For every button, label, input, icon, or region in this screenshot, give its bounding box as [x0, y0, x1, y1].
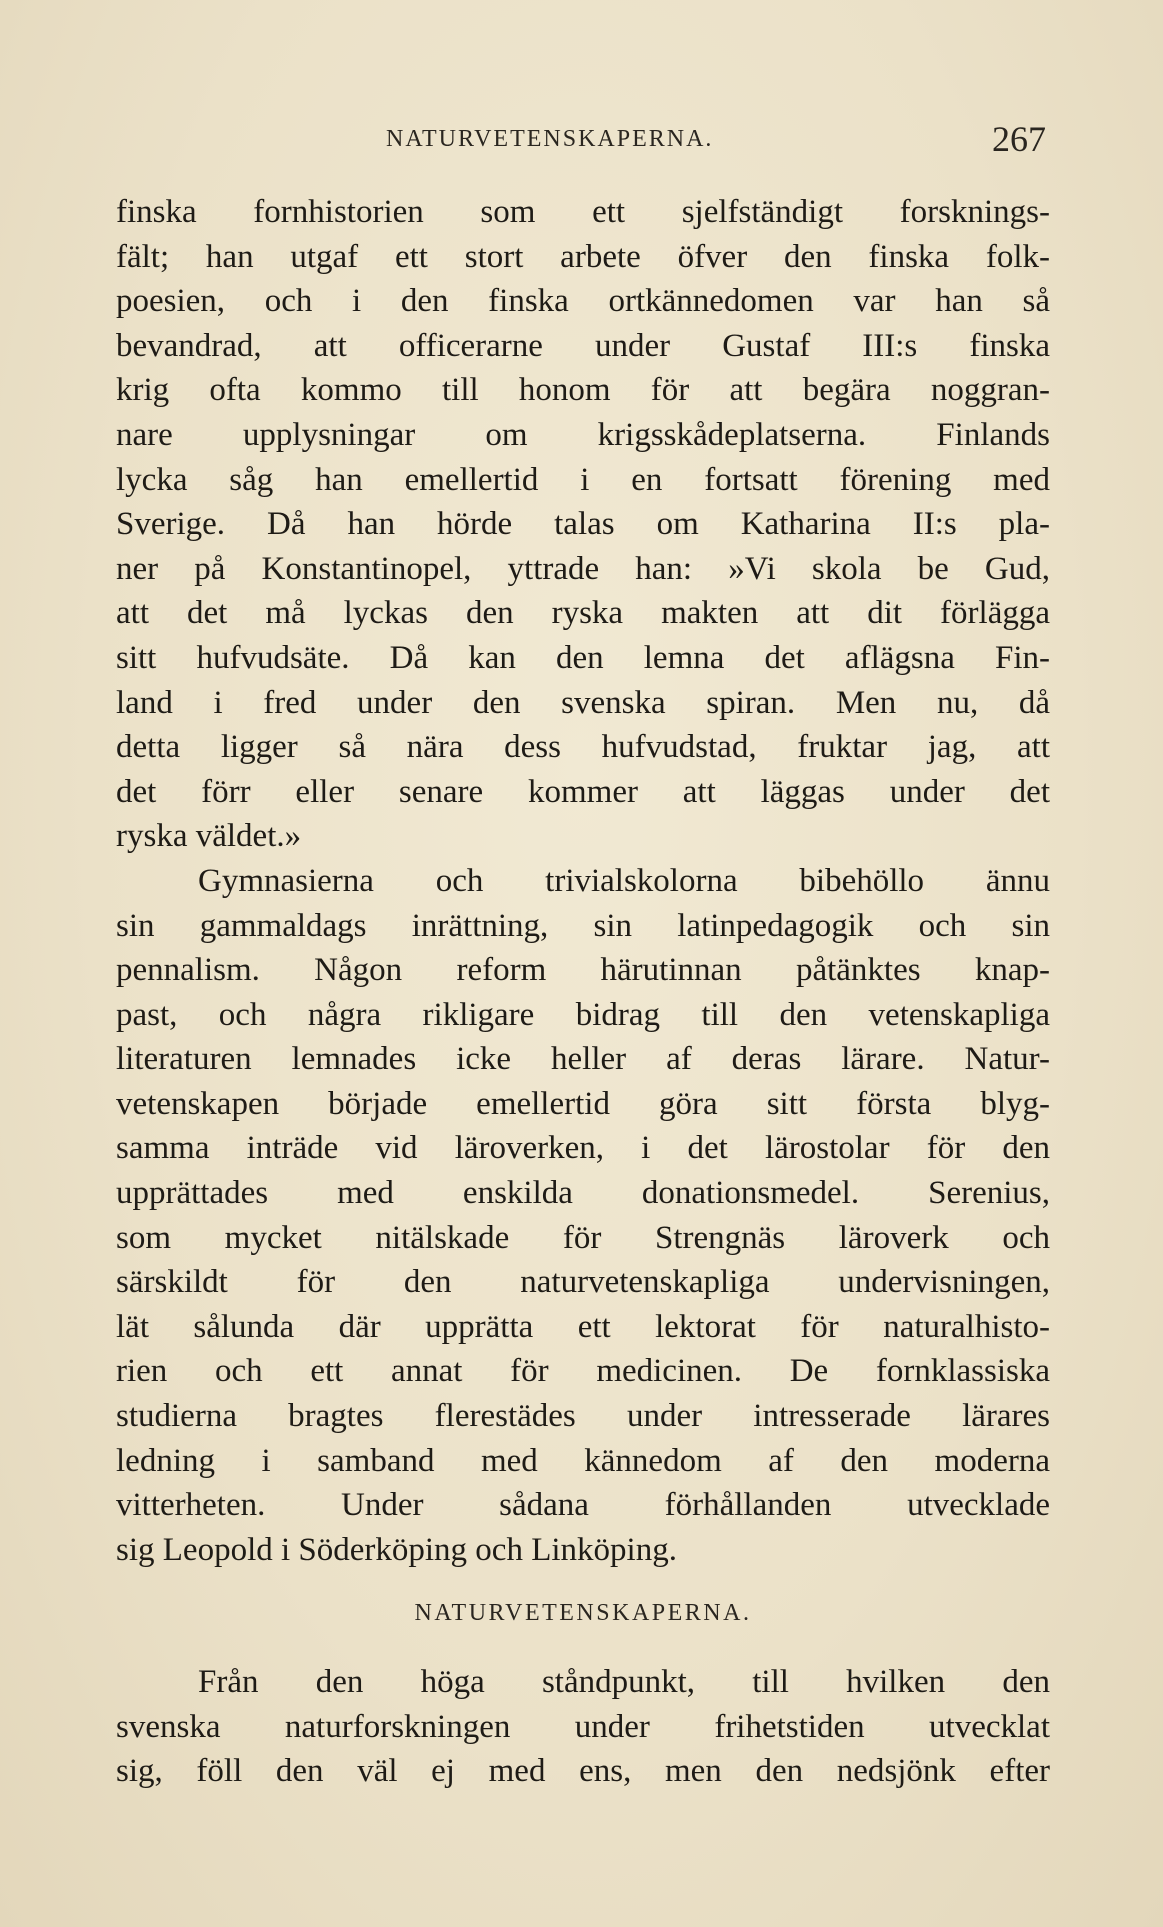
text-line: svenska naturforskningen under frihetstiden utvecklat	[116, 1708, 1050, 1745]
text-line: sig Leopold i Söderköping och Linköping.	[116, 1531, 677, 1568]
text-line: lycka såg han emellertid i en fortsatt förening med	[116, 461, 1050, 498]
text-line: det förr eller senare kommer att läggas under det	[116, 773, 1050, 810]
text-line: nare upplysningar om krigsskådeplatserna. Finlands	[116, 416, 1050, 453]
text-line: vitterheten. Under sådana förhållanden utvecklade	[116, 1487, 1050, 1524]
text-line: att det må lyckas den ryska makten att dit förlägga	[116, 595, 1050, 632]
text-line: finska fornhistorien som ett sjelfständigt forsknings-	[116, 194, 1050, 230]
text-line: bevandrad, att officerarne under Gustaf III:s finska	[116, 327, 1050, 364]
paragraph-continued	[116, 190, 1050, 859]
section-body-text	[116, 1660, 1050, 1794]
body-text	[116, 190, 1050, 1572]
text-line: ledning i samband med kännedom af den moderna	[116, 1442, 1050, 1479]
text-line: Sverige. Då han hörde talas om Katharina II:s pla-	[116, 506, 1050, 543]
text-line: sig, föll den väl ej med ens, men den nedsjönk efter	[116, 1753, 1050, 1790]
text-line: Gymnasierna och trivialskolorna bibehöllo ännu	[198, 862, 1050, 899]
paragraph-schools	[116, 859, 1050, 1573]
text-line: literaturen lemnades icke heller af deras lärare. Natur-	[116, 1041, 1050, 1078]
text-line: upprättades med enskilda donationsmedel. Serenius,	[116, 1175, 1050, 1212]
running-head	[116, 118, 1046, 158]
text-line: rien och ett annat för medicinen. De fornklassiska	[116, 1353, 1050, 1390]
text-line: lät sålunda där upprätta ett lektorat för naturalhisto-	[116, 1308, 1050, 1345]
section-heading: NATURVETENSKAPERNA.	[414, 1600, 752, 1626]
text-line: land i fred under den svenska spiran. Men nu, då	[116, 684, 1050, 721]
text-line: detta ligger så nära dess hufvudstad, fruktar jag, att	[116, 729, 1050, 766]
text-line: fält; han utgaf ett stort arbete öfver den finska folk-	[116, 238, 1050, 275]
text-line: ner på Konstantinopel, yttrade han: »Vi skola be Gud,	[116, 550, 1050, 587]
text-line: Från den höga ståndpunkt, till hvilken den	[198, 1664, 1050, 1700]
text-line: som mycket nitälskade för Strengnäs läroverk och	[116, 1219, 1050, 1256]
text-line: studierna bragtes flerestädes under intresserade lärares	[116, 1398, 1050, 1435]
text-line: ryska väldet.»	[116, 818, 302, 855]
text-line: past, och några rikligare bidrag till den vetenskapliga	[116, 996, 1050, 1033]
text-line: sin gammaldags inrättning, sin latinpedagogik och sin	[116, 907, 1050, 944]
page-number: 267	[992, 119, 1046, 159]
text-line: särskildt för den naturvetenskapliga undervisningen,	[116, 1264, 1050, 1301]
text-line: krig ofta kommo till honom för att begära noggran-	[116, 372, 1050, 409]
text-line: sitt hufvudsäte. Då kan den lemna det aflägsna Fin-	[116, 639, 1050, 676]
running-title: NATURVETENSKAPERNA.	[386, 126, 714, 152]
text-line: poesien, och i den finska ortkännedomen var han så	[116, 283, 1050, 320]
text-line: pennalism. Någon reform härutinnan påtänktes knap-	[116, 952, 1050, 989]
text-line: samma inträde vid läroverken, i det lärostolar för den	[116, 1130, 1050, 1167]
text-line: vetenskapen började emellertid göra sitt första blyg-	[116, 1085, 1050, 1122]
